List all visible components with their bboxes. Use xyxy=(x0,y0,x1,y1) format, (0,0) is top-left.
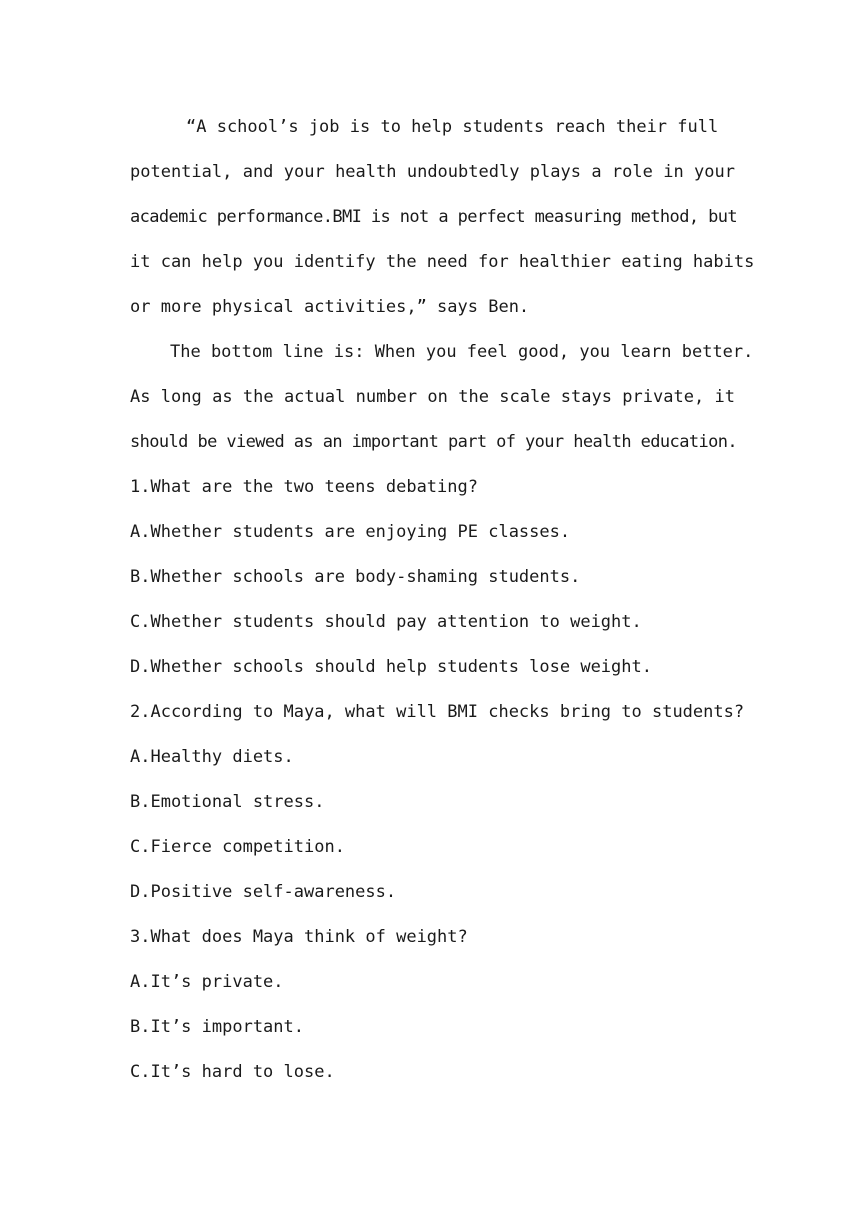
answer-option: B.Whether schools are body-shaming students. xyxy=(130,567,581,587)
paragraph-line: should be viewed as an important part of your health education. xyxy=(130,432,737,452)
paragraph-line: The bottom line is: When you feel good, you learn better. xyxy=(170,342,754,362)
answer-option: A.Whether students are enjoying PE classes. xyxy=(130,522,571,542)
answer-option: B.Emotional stress. xyxy=(130,792,325,812)
paragraph-line: “A school’s job is to help students reach their full xyxy=(186,117,719,137)
question-2 xyxy=(130,690,745,915)
paragraph-line: or more physical activities,” says Ben. xyxy=(130,297,530,317)
question-stem: 3.What does Maya think of weight? xyxy=(130,927,468,947)
answer-option: C.Whether students should pay attention to weight. xyxy=(130,612,642,632)
document-body xyxy=(130,105,755,1095)
answer-option: D.Positive self-awareness. xyxy=(130,882,397,902)
answer-option: A.It’s private. xyxy=(130,972,284,992)
answer-option: B.It’s important. xyxy=(130,1017,304,1037)
paragraph-line: As long as the actual number on the scale stays private, it xyxy=(130,387,735,407)
question-1 xyxy=(130,465,735,690)
paragraph-line: potential, and your health undoubtedly plays a role in your xyxy=(130,162,735,182)
question-stem: 1.What are the two teens debating? xyxy=(130,477,478,497)
answer-option: C.Fierce competition. xyxy=(130,837,345,857)
answer-option: C.It’s hard to lose. xyxy=(130,1062,335,1082)
paragraph-ben-quote xyxy=(130,105,755,330)
answer-option: A.Healthy diets. xyxy=(130,747,294,767)
answer-option: D.Whether schools should help students lose weight. xyxy=(130,657,652,677)
paragraph-bottom-line xyxy=(130,330,754,465)
paragraph-line: it can help you identify the need for healthier eating habits xyxy=(130,252,755,272)
question-stem: 2.According to Maya, what will BMI checks bring to students? xyxy=(130,702,745,722)
question-3 xyxy=(130,915,735,1095)
paragraph-line: academic performance.BMI is not a perfect measuring method, but xyxy=(130,207,737,227)
